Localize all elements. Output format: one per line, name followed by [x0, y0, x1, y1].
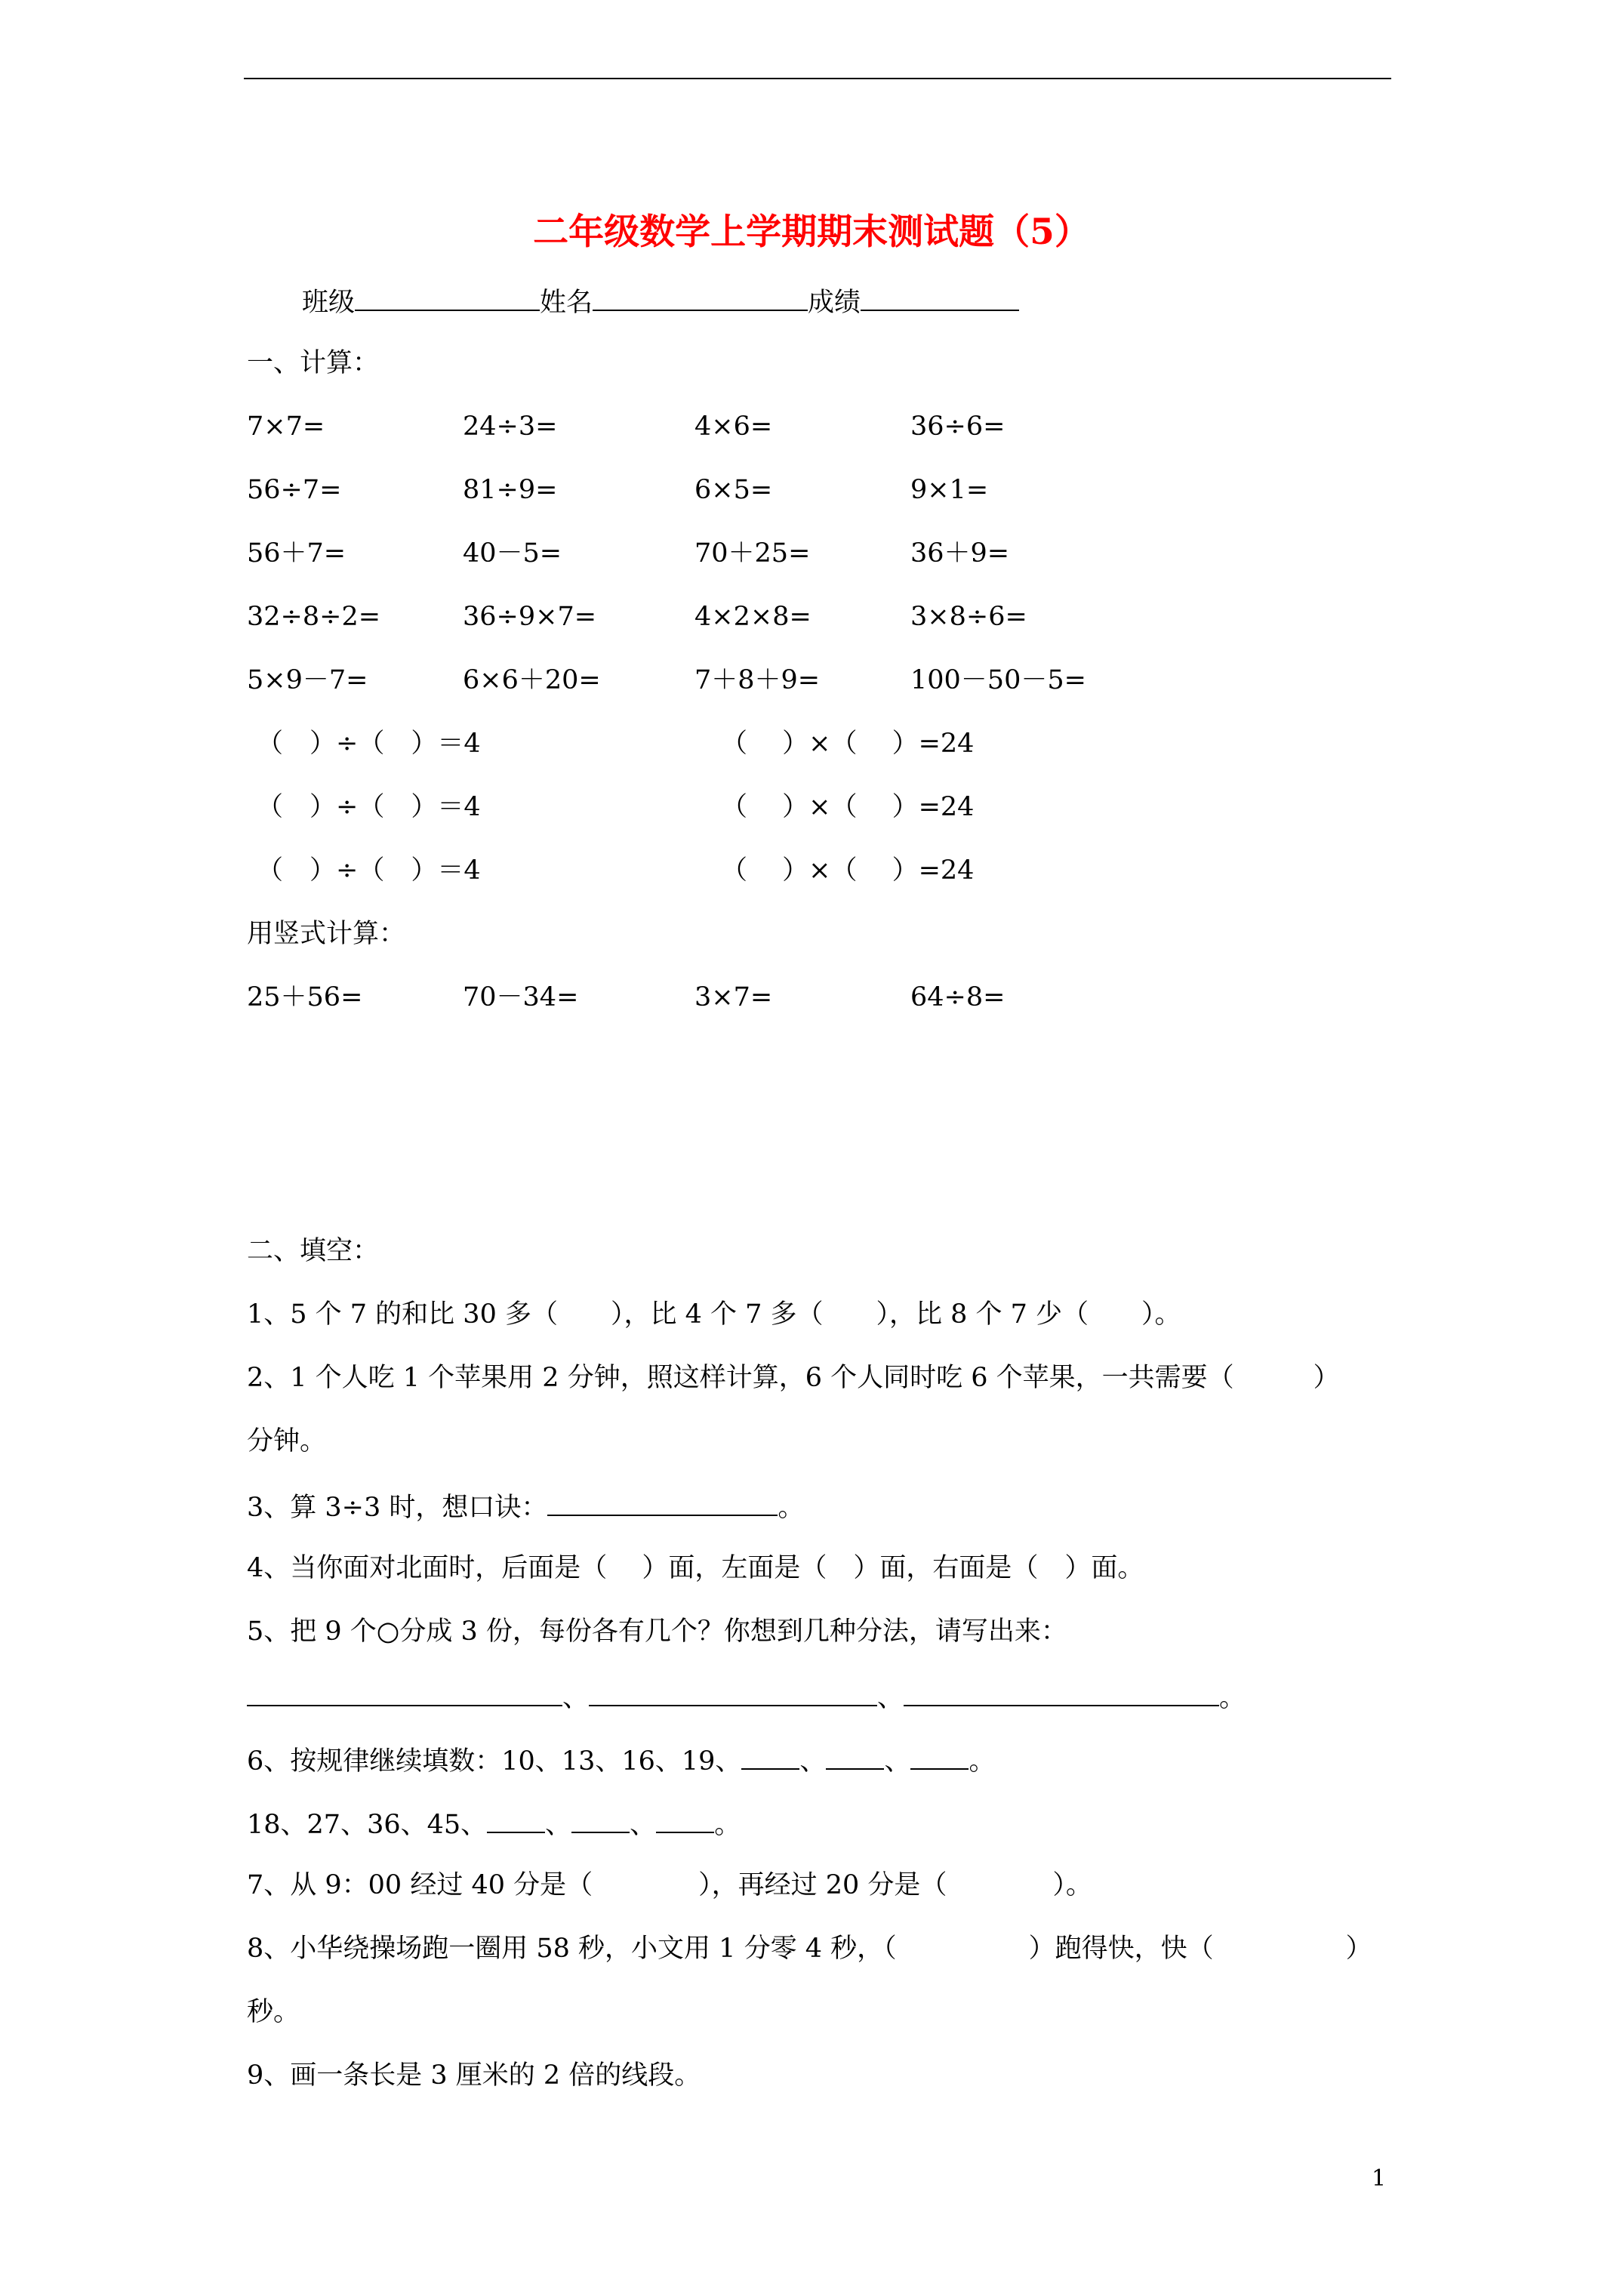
fill-div-2: （ ）÷（ ）＝4	[257, 792, 481, 822]
page-number: 1	[1372, 2165, 1387, 2192]
score-label: 成绩	[808, 288, 861, 318]
question-3-blank[interactable]	[547, 1489, 778, 1516]
calc-4-4: 3×8÷6=	[910, 602, 1027, 632]
seq-blank[interactable]	[656, 1806, 714, 1833]
calc-5-1: 5×9－7=	[247, 665, 368, 695]
period: 。	[714, 1810, 741, 1840]
info-line	[302, 284, 1019, 319]
calc-1-3: 4×6=	[694, 411, 773, 442]
section2-heading: 二、填空：	[247, 1236, 380, 1266]
question-6b-text: 18、27、36、45、	[247, 1810, 488, 1840]
seq-blank[interactable]	[826, 1743, 884, 1770]
period: 。	[1219, 1683, 1246, 1713]
calc-2-3: 6×5=	[694, 475, 773, 505]
calc-5-4: 100－50－5=	[910, 665, 1086, 695]
separator: 、	[877, 1683, 904, 1713]
calc-4-1: 32÷8÷2=	[247, 602, 381, 632]
calc-5-2: 6×6＋20=	[463, 665, 601, 695]
question-4: 4、当你面对北面时，后面是（ ）面，左面是（ ）面，右面是（ ）面。	[247, 1553, 1144, 1583]
answer-blank-3[interactable]	[904, 1679, 1219, 1706]
calc-3-1: 56＋7=	[247, 538, 346, 569]
calc-3-2: 40－5=	[463, 538, 562, 569]
calc-2-1: 56÷7=	[247, 475, 342, 505]
fill-div-1: （ ）÷（ ）＝4	[257, 729, 481, 759]
question-2-line1: 2、1 个人吃 1 个苹果用 2 分钟，照这样计算，6 个人同时吃 6 个苹果，一共需要（ ）	[247, 1363, 1340, 1393]
fill-mul-1: （ ）×（ ）=24	[721, 729, 975, 759]
calc-4-2: 36÷9×7=	[463, 602, 597, 632]
class-blank[interactable]	[355, 284, 540, 311]
question-5-answers	[247, 1679, 1246, 1714]
name-label: 姓名	[540, 288, 593, 318]
question-5: 5、把 9 个○分成 3 份，每份各有几个？你想到几种分法，请写出来：	[247, 1616, 1067, 1647]
separator: 、	[545, 1810, 572, 1840]
question-6b	[247, 1806, 741, 1841]
calc-4-3: 4×2×8=	[694, 602, 812, 632]
vertical-4: 64÷8=	[910, 982, 1006, 1012]
calc-3-3: 70＋25=	[694, 538, 811, 569]
separator: 、	[630, 1810, 657, 1840]
question-7: 7、从 9：00 经过 40 分是（ ），再经过 20 分是（ ）。	[247, 1870, 1092, 1900]
seq-blank[interactable]	[741, 1743, 799, 1770]
seq-blank[interactable]	[487, 1806, 545, 1833]
separator: 、	[562, 1683, 590, 1713]
vertical-3: 3×7=	[694, 982, 773, 1012]
name-blank[interactable]	[593, 284, 808, 311]
question-3-end: 。	[778, 1493, 805, 1523]
fill-mul-2: （ ）×（ ）=24	[721, 792, 975, 822]
question-6	[247, 1743, 995, 1777]
vertical-2: 70－34=	[463, 982, 579, 1012]
question-3	[247, 1489, 804, 1524]
answer-blank-2[interactable]	[589, 1679, 877, 1706]
question-2-line2: 分钟。	[247, 1426, 327, 1456]
fill-mul-3: （ ）×（ ）=24	[721, 855, 975, 886]
question-8-line2: 秒。	[247, 1997, 300, 2027]
section1-heading: 一、计算：	[247, 348, 380, 378]
header-rule	[244, 78, 1391, 79]
calc-2-4: 9×1=	[910, 475, 989, 505]
calc-1-2: 24÷3=	[463, 411, 558, 442]
period: 。	[969, 1746, 996, 1777]
fill-div-3: （ ）÷（ ）＝4	[257, 855, 481, 886]
question-8-line1: 8、小华绕操场跑一圈用 58 秒，小文用 1 分零 4 秒，（ ）跑得快，快（ ）	[247, 1934, 1372, 1964]
calc-1-4: 36÷6=	[910, 411, 1006, 442]
question-3-text: 3、算 3÷3 时，想口诀：	[247, 1493, 548, 1523]
seq-blank[interactable]	[571, 1806, 630, 1833]
seq-blank[interactable]	[910, 1743, 969, 1770]
answer-blank-1[interactable]	[247, 1679, 562, 1706]
class-label: 班级	[302, 288, 356, 318]
vertical-1: 25＋56=	[247, 982, 363, 1012]
question-1: 1、5 个 7 的和比 30 多（ ），比 4 个 7 多（ ），比 8 个 7 少（ ）。	[247, 1299, 1181, 1330]
vertical-calc-heading: 用竖式计算：	[247, 919, 406, 949]
separator: 、	[884, 1746, 911, 1777]
calc-3-4: 36＋9=	[910, 538, 1010, 569]
score-blank[interactable]	[861, 284, 1019, 311]
calc-1-1: 7×7=	[247, 411, 325, 442]
calc-5-3: 7＋8＋9=	[694, 665, 821, 695]
separator: 、	[799, 1746, 827, 1777]
question-6-text: 6、按规律继续填数：10、13、16、19、	[247, 1746, 742, 1777]
page-title: 二年级数学上学期期末测试题（5）	[533, 211, 1090, 253]
calc-2-2: 81÷9=	[463, 475, 558, 505]
question-9: 9、画一条长是 3 厘米的 2 倍的线段。	[247, 2060, 701, 2091]
